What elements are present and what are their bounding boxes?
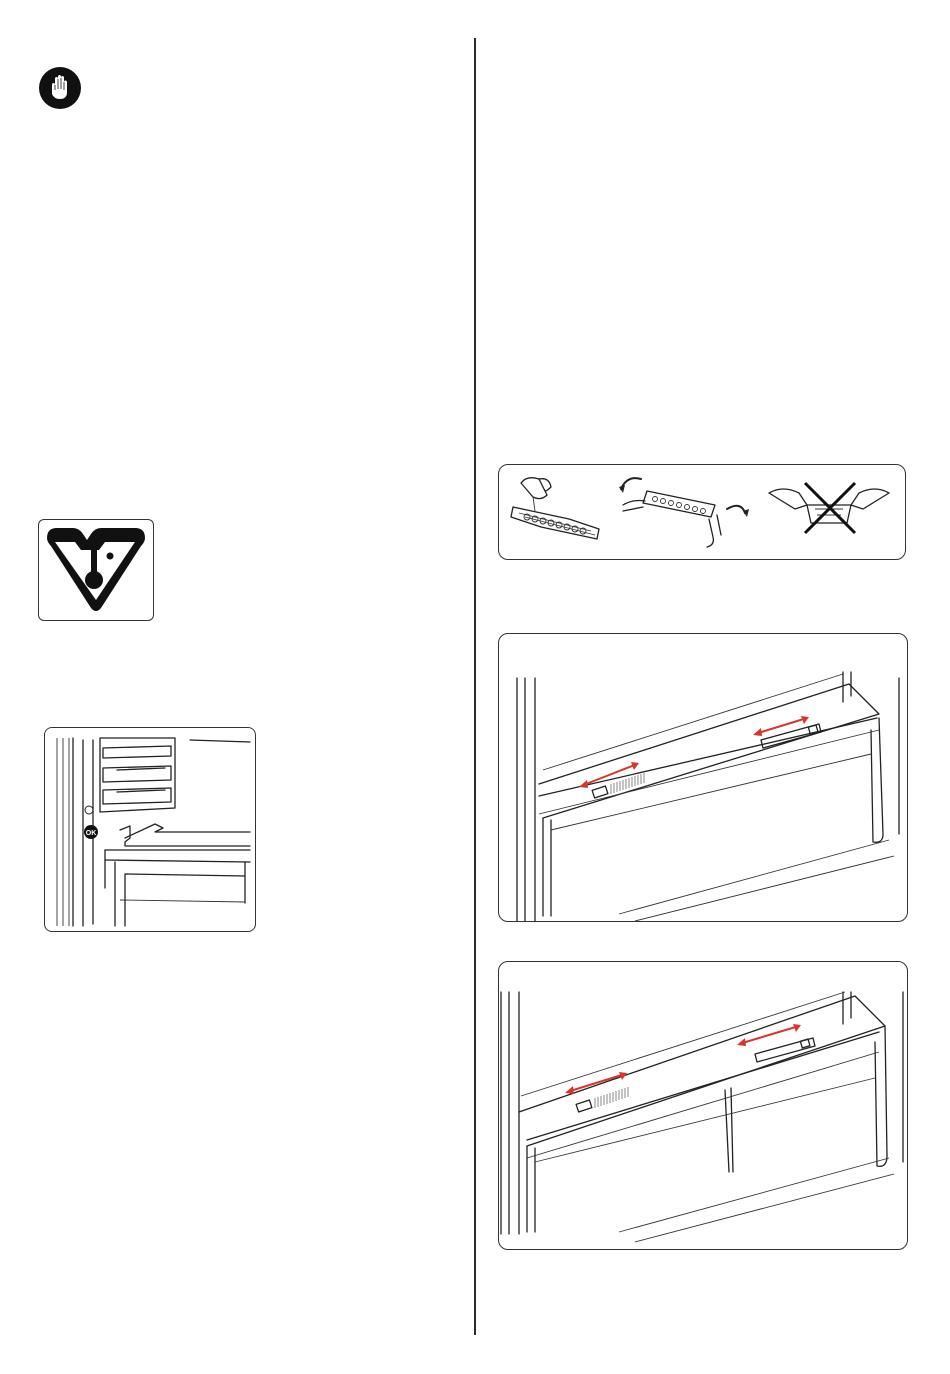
crisper-drawer-double-slider — [498, 961, 908, 1250]
fridge-interior-ok-indicator — [44, 727, 256, 932]
ok-label: OK — [85, 830, 97, 837]
ice-tray-fill-twist-no-hands — [498, 464, 906, 560]
thermometer-zone-icon — [38, 519, 154, 621]
stop-hand-icon — [38, 66, 82, 110]
column-divider — [474, 38, 476, 1335]
crisper-drawer-single-slider — [498, 633, 908, 922]
